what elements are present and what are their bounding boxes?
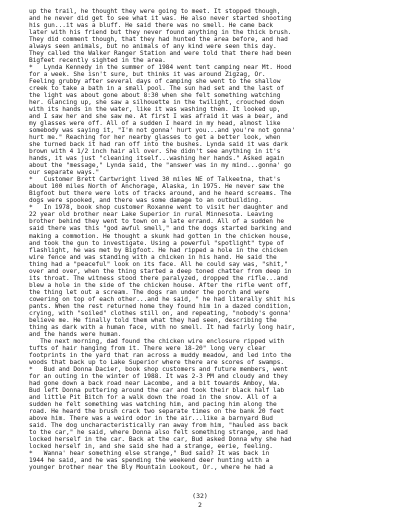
text-line: for a week. She isn't sure, but thinks it was around Zigzag, Or. [29, 71, 266, 79]
text-line: sudden he felt something was watching him, and pacing him along the [29, 400, 277, 408]
text-line: and he never did get to see what it was. He also never started shooting [29, 15, 292, 23]
text-line: hands, it was just "cleaning itself...washing her hands." Asked again [29, 155, 285, 163]
text-line: making a commotion. He thought a skunk had gotten in the chicken house, [29, 232, 292, 240]
text-line: over and over, when the thing started a deep toned chatter from deep in [29, 267, 292, 275]
text-line: the light was about gone about 8:30 when she felt something watching [29, 92, 281, 100]
text-line: its throat. The witness stood there paralyzed, dropped the rifle...and [29, 274, 288, 282]
text-line: * Lynda Kennedy in the summer of 1984 went tent camping near Mt. Hood [29, 64, 292, 72]
text-line: for an outing in the winter of 1988. It was 2-3 PM and cloudy and they [29, 372, 288, 380]
text-line: and I saw her and she saw me. At first I was afraid it was a bear, and [29, 113, 288, 121]
text-line: * Wanna' hear something else strange," Bud said? It was back in [29, 449, 270, 457]
text-line: brother behind they went to town on a late errand. All of a sudden he [29, 218, 285, 226]
text-line: creek to take a bath in a small pool. The sun had set and the last of [29, 85, 285, 93]
text-line: dogs were spooked, and there was some damage to an outbuilding. [29, 197, 262, 205]
page-number: 2 [198, 501, 202, 509]
text-line: our separate ways." [29, 169, 100, 177]
body-text [29, 8, 378, 471]
text-line: believe me. He finally told them what they had seen, describing the [29, 316, 277, 324]
text-line: had gone down a back road near Lacombe, and a bit towards Amboy, Wa. [29, 379, 281, 387]
text-line: and little Pit Bitch for a walk down the road in the snow. All of a [29, 393, 277, 401]
text-line: They called the Walker Ranger Station and were told that there had been [29, 50, 292, 58]
text-line: * Bud and Donna Dacier, book shop customers and future members, went [29, 365, 288, 373]
text-line: * Customer Brett Cartwright lived 30 miles NE of Talkeetna, that's [29, 176, 281, 184]
text-line: footprints in the yard that ran across a muddy meadow, and led into the [29, 351, 292, 359]
text-line: later with his friend but they never found anything in the thick brush. [29, 29, 292, 37]
text-line: Bigfoot but there were lots of tracks around, and he heard screams. The [29, 190, 292, 198]
text-line: about the "message," Lynda said, the "answer was in my mind...gonna' go [29, 162, 292, 170]
text-line: above him. There was a weird odor in the air...like a barnyard Bud [29, 414, 274, 422]
text-line: somebody was saying it, "I'm not gonna' hurt you...and you're not gonna' [29, 127, 296, 135]
text-line: wire fence and was standing with a chicken in his hand. He said the [29, 253, 277, 261]
text-line: They did comment though, that they had hunted the area before, and had [29, 36, 288, 44]
text-line: to the car," he said, where Donna also felt something strange, and had [29, 428, 288, 436]
text-line: * In 1978, book shop customer Roxanne went to visit her daughter and [29, 204, 288, 212]
text-line: the thing let out a scream. The dogs ran under the porch and were [29, 288, 270, 296]
text-line: crying, with "soiled" clothes still on, and repeating, "nobody's gonna' [29, 309, 292, 317]
text-line: locked herself in the car. Back at the car, Bud asked Donna why she had [29, 435, 292, 443]
text-line: thing as dark with a human face, with no smell. It had fairly long hair, [29, 323, 296, 331]
text-line: The next morning, dad found the chicken wire enclosure ripped with [29, 337, 285, 345]
text-line: his gun...it was a bluff. He said there was no smell. He came back [29, 22, 274, 30]
text-line: hurt me." Reaching for her nearby glasses to get a better look, when [29, 134, 281, 142]
text-line: Bigfeet recently sighted in the area. [29, 57, 166, 65]
text-line: cowering on top of each other...and he said, " he had literally shit his [29, 295, 296, 303]
text-line: said. The dog uncharacteristically ran away from him, "hauled ass back [29, 421, 288, 429]
text-line: blew a hole in the side of the chicken house. After the rifle went off, [29, 281, 292, 289]
text-line: her. Glancing up, she saw a silhouette in the twilight, crouched down [29, 99, 285, 107]
text-line: she turned back it had ran off into the bushes. Lynda said it was dark [29, 141, 288, 149]
text-line: and took the gun to investigate. Using a powerful "spotlight" type of [29, 239, 285, 247]
text-line: my glasses were off. All of a sudden I heard in my head, almost like [29, 120, 281, 128]
text-line: brown with 4 1/2 inch hair all over. She didn't see anything in it's [29, 148, 281, 156]
text-line: locked herself in, and she said she had a strange, eerie, feeling. [29, 442, 274, 450]
text-line: road. He heard the brush crack two separate times on the bank 20 feet [29, 407, 285, 415]
text-line: flashlight, he was met by Bigfoot. He had ripped a hole in the chicken [29, 246, 288, 254]
text-line: with its hands in the water, like it was washing them. It looked up, [29, 106, 281, 114]
text-line: tufts of hair hanging from it. There were 18-20" long very clear [29, 344, 266, 352]
text-line: pants. When the rest returned home they found him in a dazed condition, [29, 302, 292, 310]
text-line: woods that back up to Lake Superior where there are scores of swamps. [29, 358, 285, 366]
text-line: and the hands were human. [29, 330, 122, 338]
text-line: 22 year old brother near Lake Superior in rural Minnesota. Leaving [29, 211, 274, 219]
text-line: up the trail, he thought they were going to meet. It stopped though, [29, 8, 281, 15]
text-line: younger brother near the Bly Mountain Lookout, Or., where he had a [29, 464, 274, 472]
text-line: Bud left Donna puttering around the car and took their black half lab [29, 386, 285, 394]
text-line: about 100 miles North of Anchorage, Alaska, in 1975. He never saw the [29, 183, 285, 191]
text-line: always seen animals, but no animals of any kind were seen this day. [29, 43, 277, 51]
text-line: said there was this "god awful smell," and the dogs started barking and [29, 225, 292, 233]
page-marker: (32) [192, 492, 208, 500]
text-line: thing had a "peaceful" look on its face. All he could say was, "shit," [29, 260, 288, 268]
text-line: Feeling grubby after several days of camping she went to the shallow [29, 78, 281, 86]
text-line: 1944 he said, and he was spending the weekend deer hunting with a [29, 457, 270, 464]
